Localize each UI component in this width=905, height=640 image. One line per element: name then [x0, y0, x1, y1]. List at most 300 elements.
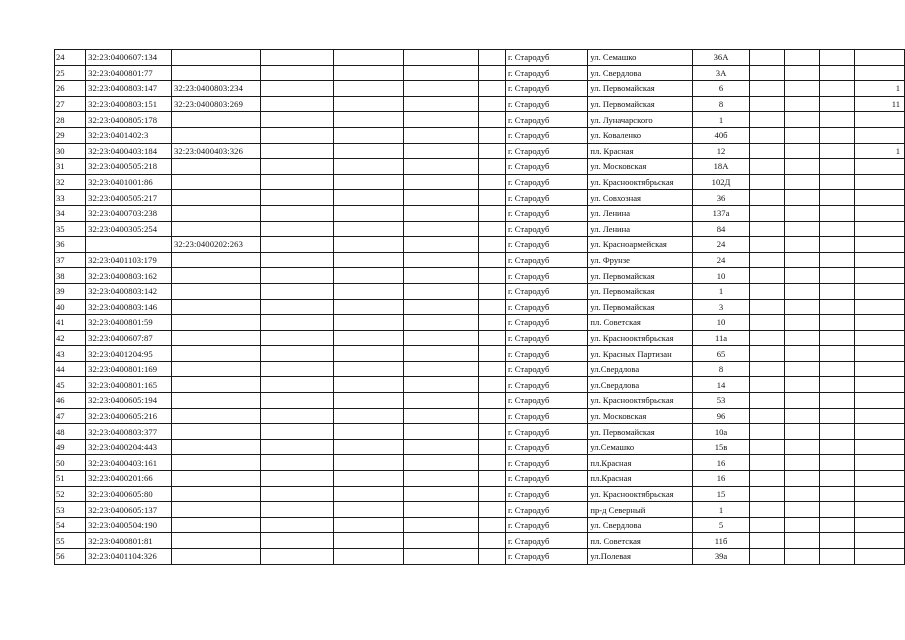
linked-cadastral-number	[171, 502, 260, 518]
empty-cell	[479, 408, 506, 424]
empty-cell	[750, 533, 785, 549]
empty-cell	[260, 346, 333, 362]
empty-cell	[820, 252, 855, 268]
cadastral-number: 32:23:0400605:194	[86, 393, 172, 409]
street-cell: пл.Красная	[588, 455, 692, 471]
empty-cell	[820, 455, 855, 471]
city-cell: г. Стародуб	[505, 549, 587, 565]
empty-cell	[820, 221, 855, 237]
table-row	[55, 346, 905, 362]
empty-cell	[750, 143, 785, 159]
empty-cell	[333, 221, 403, 237]
linked-cadastral-number	[171, 299, 260, 315]
empty-cell	[260, 439, 333, 455]
empty-cell	[785, 143, 820, 159]
empty-cell	[750, 377, 785, 393]
empty-cell	[260, 533, 333, 549]
empty-cell	[750, 439, 785, 455]
row-number: 55	[55, 533, 86, 549]
empty-cell	[260, 455, 333, 471]
empty-cell	[820, 393, 855, 409]
empty-cell	[479, 393, 506, 409]
linked-cadastral-number	[171, 549, 260, 565]
empty-cell	[479, 533, 506, 549]
empty-cell	[750, 81, 785, 97]
cadastral-number: 32:23:0400805:178	[86, 112, 172, 128]
city-cell: г. Стародуб	[505, 143, 587, 159]
empty-cell	[785, 283, 820, 299]
house-number-cell: 10а	[692, 424, 750, 440]
cadastral-number: 32:23:0400803:146	[86, 299, 172, 315]
empty-cell	[820, 471, 855, 487]
empty-cell	[333, 455, 403, 471]
empty-cell	[820, 330, 855, 346]
street-cell: ул. Красноармейская	[588, 237, 692, 253]
row-number: 41	[55, 315, 86, 331]
empty-cell	[785, 486, 820, 502]
linked-cadastral-number	[171, 361, 260, 377]
empty-cell	[750, 174, 785, 190]
empty-cell	[820, 315, 855, 331]
linked-cadastral-number: 32:23:0400403:326	[171, 143, 260, 159]
empty-cell	[750, 190, 785, 206]
empty-cell	[333, 159, 403, 175]
empty-cell	[404, 112, 479, 128]
count-cell	[855, 315, 905, 331]
empty-cell	[820, 50, 855, 66]
empty-cell	[785, 112, 820, 128]
city-cell: г. Стародуб	[505, 346, 587, 362]
empty-cell	[479, 81, 506, 97]
count-cell	[855, 361, 905, 377]
linked-cadastral-number	[171, 252, 260, 268]
table-row	[55, 393, 905, 409]
street-cell: ул. Краснооктябрьская	[588, 393, 692, 409]
empty-cell	[785, 50, 820, 66]
count-cell	[855, 159, 905, 175]
empty-cell	[260, 377, 333, 393]
linked-cadastral-number	[171, 283, 260, 299]
empty-cell	[820, 361, 855, 377]
empty-cell	[750, 455, 785, 471]
empty-cell	[820, 237, 855, 253]
empty-cell	[404, 190, 479, 206]
table-row	[55, 65, 905, 81]
empty-cell	[479, 174, 506, 190]
empty-cell	[750, 112, 785, 128]
city-cell: г. Стародуб	[505, 252, 587, 268]
empty-cell	[260, 517, 333, 533]
house-number-cell: 84	[692, 221, 750, 237]
empty-cell	[260, 81, 333, 97]
empty-cell	[333, 252, 403, 268]
linked-cadastral-number	[171, 50, 260, 66]
empty-cell	[479, 268, 506, 284]
empty-cell	[820, 439, 855, 455]
empty-cell	[820, 533, 855, 549]
empty-cell	[404, 517, 479, 533]
linked-cadastral-number: 32:23:0400803:269	[171, 96, 260, 112]
house-number-cell: 10	[692, 315, 750, 331]
empty-cell	[479, 221, 506, 237]
city-cell: г. Стародуб	[505, 408, 587, 424]
empty-cell	[750, 127, 785, 143]
empty-cell	[750, 65, 785, 81]
city-cell: г. Стародуб	[505, 159, 587, 175]
city-cell: г. Стародуб	[505, 315, 587, 331]
house-number-cell: 15в	[692, 439, 750, 455]
row-number: 34	[55, 205, 86, 221]
house-number-cell: 53	[692, 393, 750, 409]
linked-cadastral-number: 32:23:0400803:234	[171, 81, 260, 97]
empty-cell	[260, 50, 333, 66]
cadastral-number	[86, 237, 172, 253]
street-cell: ул. Московская	[588, 408, 692, 424]
street-cell: пл. Советская	[588, 533, 692, 549]
linked-cadastral-number	[171, 112, 260, 128]
street-cell: ул. Фрунзе	[588, 252, 692, 268]
empty-cell	[479, 471, 506, 487]
city-cell: г. Стародуб	[505, 96, 587, 112]
empty-cell	[333, 268, 403, 284]
empty-cell	[404, 65, 479, 81]
linked-cadastral-number	[171, 455, 260, 471]
empty-cell	[750, 517, 785, 533]
empty-cell	[785, 533, 820, 549]
city-cell: г. Стародуб	[505, 393, 587, 409]
empty-cell	[820, 205, 855, 221]
city-cell: г. Стародуб	[505, 268, 587, 284]
table-row	[55, 549, 905, 565]
count-cell	[855, 517, 905, 533]
table-row	[55, 283, 905, 299]
empty-cell	[750, 299, 785, 315]
empty-cell	[260, 205, 333, 221]
empty-cell	[404, 252, 479, 268]
empty-cell	[333, 205, 403, 221]
count-cell	[855, 221, 905, 237]
count-cell	[855, 299, 905, 315]
city-cell: г. Стародуб	[505, 50, 587, 66]
count-cell: 11	[855, 96, 905, 112]
row-number: 25	[55, 65, 86, 81]
row-number: 37	[55, 252, 86, 268]
table-row	[55, 299, 905, 315]
empty-cell	[260, 424, 333, 440]
empty-cell	[479, 127, 506, 143]
empty-cell	[479, 455, 506, 471]
empty-cell	[404, 377, 479, 393]
count-cell	[855, 112, 905, 128]
row-number: 27	[55, 96, 86, 112]
table-row	[55, 533, 905, 549]
row-number: 48	[55, 424, 86, 440]
city-cell: г. Стародуб	[505, 330, 587, 346]
empty-cell	[404, 549, 479, 565]
table-row	[55, 377, 905, 393]
street-cell: ул. Семашко	[588, 50, 692, 66]
count-cell	[855, 533, 905, 549]
empty-cell	[404, 330, 479, 346]
empty-cell	[479, 143, 506, 159]
cadastral-number: 32:23:0400505:218	[86, 159, 172, 175]
empty-cell	[479, 190, 506, 206]
addresses-table	[54, 49, 905, 565]
empty-cell	[479, 486, 506, 502]
empty-cell	[333, 361, 403, 377]
table-row	[55, 439, 905, 455]
empty-cell	[260, 549, 333, 565]
table-row	[55, 408, 905, 424]
row-number: 42	[55, 330, 86, 346]
empty-cell	[333, 190, 403, 206]
empty-cell	[260, 299, 333, 315]
row-number: 24	[55, 50, 86, 66]
table-row	[55, 221, 905, 237]
house-number-cell: 96	[692, 408, 750, 424]
linked-cadastral-number	[171, 330, 260, 346]
count-cell	[855, 471, 905, 487]
house-number-cell: 3	[692, 299, 750, 315]
row-number: 52	[55, 486, 86, 502]
table-row	[55, 159, 905, 175]
cadastral-number: 32:23:0400803:142	[86, 283, 172, 299]
empty-cell	[785, 205, 820, 221]
empty-cell	[333, 346, 403, 362]
city-cell: г. Стародуб	[505, 533, 587, 549]
empty-cell	[750, 502, 785, 518]
empty-cell	[333, 377, 403, 393]
empty-cell	[404, 237, 479, 253]
empty-cell	[750, 237, 785, 253]
linked-cadastral-number	[171, 393, 260, 409]
street-cell: пр-д Северный	[588, 502, 692, 518]
table-row	[55, 112, 905, 128]
empty-cell	[750, 283, 785, 299]
cadastral-number: 32:23:0400801:165	[86, 377, 172, 393]
table-row	[55, 502, 905, 518]
street-cell: ул. Свердлова	[588, 65, 692, 81]
empty-cell	[750, 268, 785, 284]
count-cell	[855, 268, 905, 284]
street-cell: ул. Краснооктябрьская	[588, 330, 692, 346]
empty-cell	[404, 96, 479, 112]
empty-cell	[820, 408, 855, 424]
street-cell: ул. Коваленко	[588, 127, 692, 143]
street-cell: ул. Московская	[588, 159, 692, 175]
empty-cell	[404, 502, 479, 518]
empty-cell	[333, 517, 403, 533]
house-number-cell: 24	[692, 237, 750, 253]
empty-cell	[260, 408, 333, 424]
cadastral-number: 32:23:0400201:66	[86, 471, 172, 487]
count-cell	[855, 408, 905, 424]
cadastral-number: 32:23:0400204:443	[86, 439, 172, 455]
row-number: 36	[55, 237, 86, 253]
count-cell	[855, 252, 905, 268]
table-row	[55, 205, 905, 221]
street-cell: ул. Первомайская	[588, 424, 692, 440]
table-row	[55, 268, 905, 284]
street-cell: ул. Краснооктябрьская	[588, 486, 692, 502]
empty-cell	[333, 549, 403, 565]
street-cell: ул. Первомайская	[588, 81, 692, 97]
street-cell: ул.Свердлова	[588, 377, 692, 393]
empty-cell	[785, 424, 820, 440]
empty-cell	[260, 174, 333, 190]
empty-cell	[785, 315, 820, 331]
empty-cell	[404, 408, 479, 424]
empty-cell	[785, 299, 820, 315]
empty-cell	[785, 190, 820, 206]
row-number: 29	[55, 127, 86, 143]
empty-cell	[404, 50, 479, 66]
empty-cell	[260, 237, 333, 253]
city-cell: г. Стародуб	[505, 221, 587, 237]
row-number: 51	[55, 471, 86, 487]
empty-cell	[820, 268, 855, 284]
linked-cadastral-number	[171, 408, 260, 424]
empty-cell	[479, 299, 506, 315]
house-number-cell: 40б	[692, 127, 750, 143]
count-cell	[855, 65, 905, 81]
empty-cell	[750, 361, 785, 377]
empty-cell	[260, 361, 333, 377]
row-number: 31	[55, 159, 86, 175]
empty-cell	[479, 549, 506, 565]
cadastral-number: 32:23:0400801:81	[86, 533, 172, 549]
cadastral-number: 32:23:0400305:254	[86, 221, 172, 237]
cadastral-number: 32:23:0400403:184	[86, 143, 172, 159]
city-cell: г. Стародуб	[505, 299, 587, 315]
count-cell: 1	[855, 143, 905, 159]
empty-cell	[750, 252, 785, 268]
empty-cell	[260, 283, 333, 299]
empty-cell	[260, 486, 333, 502]
empty-cell	[404, 439, 479, 455]
street-cell: ул. Первомайская	[588, 299, 692, 315]
empty-cell	[785, 471, 820, 487]
empty-cell	[404, 127, 479, 143]
empty-cell	[404, 268, 479, 284]
house-number-cell: 5	[692, 517, 750, 533]
count-cell	[855, 127, 905, 143]
street-cell: ул.Свердлова	[588, 361, 692, 377]
cadastral-number: 32:23:0401104:326	[86, 549, 172, 565]
cadastral-number: 32:23:0400803:377	[86, 424, 172, 440]
house-number-cell: 102Д	[692, 174, 750, 190]
empty-cell	[820, 65, 855, 81]
empty-cell	[260, 96, 333, 112]
empty-cell	[260, 143, 333, 159]
empty-cell	[333, 315, 403, 331]
table-row	[55, 424, 905, 440]
empty-cell	[820, 190, 855, 206]
cadastral-number: 32:23:0400505:217	[86, 190, 172, 206]
empty-cell	[404, 143, 479, 159]
empty-cell	[333, 486, 403, 502]
cadastral-number: 32:23:0400801:77	[86, 65, 172, 81]
empty-cell	[820, 143, 855, 159]
empty-cell	[333, 283, 403, 299]
empty-cell	[333, 393, 403, 409]
linked-cadastral-number	[171, 517, 260, 533]
count-cell	[855, 502, 905, 518]
cadastral-number: 32:23:0401103:179	[86, 252, 172, 268]
empty-cell	[404, 174, 479, 190]
house-number-cell: 12	[692, 143, 750, 159]
street-cell: ул. Луначарского	[588, 112, 692, 128]
cadastral-number: 32:23:0400703:238	[86, 205, 172, 221]
count-cell	[855, 393, 905, 409]
empty-cell	[820, 502, 855, 518]
empty-cell	[785, 268, 820, 284]
house-number-cell: 65	[692, 346, 750, 362]
empty-cell	[479, 205, 506, 221]
empty-cell	[479, 424, 506, 440]
row-number: 50	[55, 455, 86, 471]
city-cell: г. Стародуб	[505, 237, 587, 253]
table-row	[55, 143, 905, 159]
cadastral-number: 32:23:0400607:87	[86, 330, 172, 346]
linked-cadastral-number	[171, 174, 260, 190]
empty-cell	[750, 471, 785, 487]
house-number-cell: 1	[692, 112, 750, 128]
empty-cell	[820, 346, 855, 362]
house-number-cell: 3А	[692, 65, 750, 81]
empty-cell	[260, 221, 333, 237]
empty-cell	[820, 283, 855, 299]
empty-cell	[333, 424, 403, 440]
empty-cell	[404, 424, 479, 440]
street-cell: ул. Первомайская	[588, 96, 692, 112]
house-number-cell: 18А	[692, 159, 750, 175]
empty-cell	[785, 65, 820, 81]
house-number-cell: 137а	[692, 205, 750, 221]
empty-cell	[750, 50, 785, 66]
linked-cadastral-number	[171, 377, 260, 393]
row-number: 28	[55, 112, 86, 128]
house-number-cell: 15	[692, 486, 750, 502]
cadastral-number: 32:23:0400605:80	[86, 486, 172, 502]
linked-cadastral-number	[171, 127, 260, 143]
street-cell: ул. Свердлова	[588, 517, 692, 533]
count-cell	[855, 330, 905, 346]
count-cell	[855, 377, 905, 393]
empty-cell	[404, 455, 479, 471]
empty-cell	[785, 252, 820, 268]
empty-cell	[750, 205, 785, 221]
city-cell: г. Стародуб	[505, 283, 587, 299]
row-number: 44	[55, 361, 86, 377]
empty-cell	[479, 50, 506, 66]
empty-cell	[785, 549, 820, 565]
house-number-cell: 6	[692, 81, 750, 97]
empty-cell	[333, 96, 403, 112]
empty-cell	[333, 237, 403, 253]
empty-cell	[820, 486, 855, 502]
empty-cell	[404, 533, 479, 549]
table-row	[55, 471, 905, 487]
table-row	[55, 127, 905, 143]
cadastral-number: 32:23:0400803:151	[86, 96, 172, 112]
empty-cell	[785, 439, 820, 455]
empty-cell	[479, 252, 506, 268]
empty-cell	[785, 455, 820, 471]
table-body	[55, 50, 905, 565]
empty-cell	[785, 221, 820, 237]
empty-cell	[820, 81, 855, 97]
